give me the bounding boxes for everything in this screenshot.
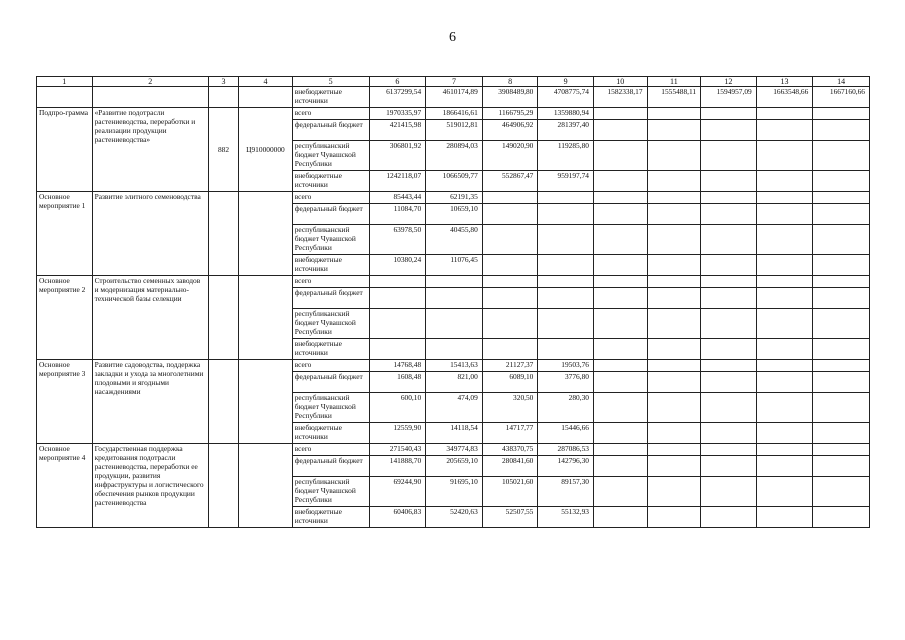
amount-cell	[756, 120, 813, 141]
funding-source-cell: внебюджетные источники	[292, 171, 369, 192]
amount-cell: 89157,30	[538, 477, 594, 507]
page-number: 6	[449, 30, 456, 45]
amount-cell: 19503,76	[538, 360, 594, 372]
amount-cell	[756, 360, 813, 372]
amount-cell	[593, 225, 647, 255]
amount-cell: 1663548,66	[756, 87, 813, 108]
amount-cell	[701, 225, 757, 255]
amount-cell	[593, 276, 647, 288]
amount-cell	[813, 276, 870, 288]
executor-code-cell	[208, 444, 238, 528]
amount-cell	[647, 192, 701, 204]
executor-code-cell	[208, 87, 238, 108]
column-header-8: 8	[482, 77, 538, 87]
table-row	[37, 444, 870, 456]
amount-cell: 600,10	[369, 393, 426, 423]
column-header-2: 2	[92, 77, 208, 87]
table-row	[37, 108, 870, 120]
amount-cell	[756, 309, 813, 339]
amount-cell	[482, 309, 538, 339]
amount-cell	[701, 255, 757, 276]
amount-cell: 10380,24	[369, 255, 426, 276]
amount-cell	[482, 288, 538, 309]
amount-cell	[482, 192, 538, 204]
amount-cell	[482, 255, 538, 276]
amount-cell	[369, 339, 426, 360]
amount-cell	[482, 339, 538, 360]
amount-cell	[813, 288, 870, 309]
amount-cell	[647, 339, 701, 360]
amount-cell: 142796,30	[538, 456, 594, 477]
amount-cell	[756, 276, 813, 288]
amount-cell: 821,00	[426, 372, 483, 393]
column-header-9: 9	[538, 77, 594, 87]
amount-cell: 4708775,74	[538, 87, 594, 108]
column-header-3: 3	[208, 77, 238, 87]
amount-cell	[538, 309, 594, 339]
amount-cell	[647, 204, 701, 225]
amount-cell	[538, 225, 594, 255]
funding-source-cell: всего	[292, 276, 369, 288]
column-header-1: 1	[37, 77, 93, 87]
column-header-10: 10	[593, 77, 647, 87]
amount-cell: 63978,50	[369, 225, 426, 255]
column-header-11: 11	[647, 77, 701, 87]
amount-cell	[647, 477, 701, 507]
amount-cell	[756, 255, 813, 276]
column-header-4: 4	[239, 77, 293, 87]
amount-cell	[701, 192, 757, 204]
amount-cell: 519012,81	[426, 120, 483, 141]
amount-cell: 15446,66	[538, 423, 594, 444]
amount-cell	[482, 225, 538, 255]
executor-code-cell	[208, 360, 238, 444]
amount-cell	[647, 288, 701, 309]
amount-cell: 271540,43	[369, 444, 426, 456]
activity-name-cell: Государственная поддержка кредитования подотрасли растениеводства, переработки ее продукции, развития инфраструктуры и логистического обеспечения рынков продукции растениеводства	[92, 444, 208, 528]
activity-name-cell: Развитие элитного семеноводства	[92, 192, 208, 276]
column-header-6: 6	[369, 77, 426, 87]
column-header-7: 7	[426, 77, 483, 87]
amount-cell: 6089,10	[482, 372, 538, 393]
amount-cell: 149020,90	[482, 141, 538, 171]
amount-cell: 280841,60	[482, 456, 538, 477]
amount-cell	[593, 309, 647, 339]
amount-cell	[701, 276, 757, 288]
activity-name-cell	[92, 87, 208, 108]
amount-cell	[593, 423, 647, 444]
amount-cell	[426, 288, 483, 309]
amount-cell	[813, 204, 870, 225]
amount-cell: 349774,83	[426, 444, 483, 456]
amount-cell: 11076,45	[426, 255, 483, 276]
amount-cell: 52507,55	[482, 507, 538, 528]
amount-cell: 141888,70	[369, 456, 426, 477]
amount-cell	[756, 192, 813, 204]
executor-code-cell: 882	[208, 108, 238, 192]
amount-cell	[813, 477, 870, 507]
amount-cell	[593, 171, 647, 192]
amount-cell	[813, 141, 870, 171]
amount-cell	[701, 171, 757, 192]
amount-cell: 474,09	[426, 393, 483, 423]
amount-cell	[756, 477, 813, 507]
amount-cell	[369, 288, 426, 309]
amount-cell: 464906,92	[482, 120, 538, 141]
funding-source-cell: внебюджетные источники	[292, 507, 369, 528]
amount-cell	[701, 204, 757, 225]
amount-cell	[593, 204, 647, 225]
amount-cell: 1582338,17	[593, 87, 647, 108]
amount-cell	[482, 276, 538, 288]
amount-cell: 14717,77	[482, 423, 538, 444]
amount-cell	[756, 141, 813, 171]
amount-cell: 15413,63	[426, 360, 483, 372]
amount-cell: 3908489,80	[482, 87, 538, 108]
column-header-14: 14	[813, 77, 870, 87]
amount-cell: 280,30	[538, 393, 594, 423]
amount-cell	[701, 423, 757, 444]
amount-cell	[701, 141, 757, 171]
amount-cell: 55132,93	[538, 507, 594, 528]
amount-cell: 281397,40	[538, 120, 594, 141]
amount-cell	[647, 108, 701, 120]
activity-type-cell: Основное мероприятие 1	[37, 192, 93, 276]
amount-cell: 1594957,09	[701, 87, 757, 108]
amount-cell: 10659,10	[426, 204, 483, 225]
amount-cell: 14768,48	[369, 360, 426, 372]
amount-cell	[701, 339, 757, 360]
amount-cell	[813, 456, 870, 477]
amount-cell: 205659,10	[426, 456, 483, 477]
amount-cell	[701, 360, 757, 372]
amount-cell	[756, 372, 813, 393]
amount-cell	[593, 393, 647, 423]
amount-cell	[756, 423, 813, 444]
funding-source-cell: федеральный бюджет	[292, 372, 369, 393]
amount-cell: 306801,92	[369, 141, 426, 171]
amount-cell	[813, 225, 870, 255]
activity-type-cell: Подпро-грамма	[37, 108, 93, 192]
amount-cell: 1066509,77	[426, 171, 483, 192]
amount-cell	[813, 423, 870, 444]
funding-source-cell: федеральный бюджет	[292, 204, 369, 225]
activity-type-cell: Основное мероприятие 3	[37, 360, 93, 444]
amount-cell: 1166795,29	[482, 108, 538, 120]
amount-cell: 91695,10	[426, 477, 483, 507]
amount-cell	[538, 255, 594, 276]
amount-cell: 280894,03	[426, 141, 483, 171]
amount-cell	[813, 192, 870, 204]
activity-type-cell	[37, 87, 93, 108]
funding-source-cell: всего	[292, 360, 369, 372]
amount-cell	[813, 393, 870, 423]
amount-cell	[647, 171, 701, 192]
amount-cell	[426, 339, 483, 360]
amount-cell	[538, 204, 594, 225]
amount-cell	[813, 309, 870, 339]
amount-cell	[593, 507, 647, 528]
activity-name-cell: Развитие садоводства, поддержка закладки и ухода за многолетними плодовыми и ягодными насаждениями	[92, 360, 208, 444]
amount-cell	[756, 456, 813, 477]
column-header-5: 5	[292, 77, 369, 87]
amount-cell	[647, 423, 701, 444]
amount-cell: 1866416,61	[426, 108, 483, 120]
funding-source-cell: внебюджетные источники	[292, 339, 369, 360]
amount-cell	[813, 108, 870, 120]
amount-cell	[701, 372, 757, 393]
amount-cell	[756, 288, 813, 309]
amount-cell	[593, 141, 647, 171]
amount-cell	[593, 360, 647, 372]
amount-cell	[593, 339, 647, 360]
amount-cell: 1242118,07	[369, 171, 426, 192]
funding-source-cell: всего	[292, 192, 369, 204]
amount-cell	[701, 108, 757, 120]
amount-cell	[701, 120, 757, 141]
amount-cell: 85443,44	[369, 192, 426, 204]
funding-table	[36, 76, 870, 528]
amount-cell	[756, 507, 813, 528]
amount-cell	[482, 204, 538, 225]
amount-cell	[701, 444, 757, 456]
amount-cell	[426, 276, 483, 288]
amount-cell: 3776,80	[538, 372, 594, 393]
amount-cell	[593, 456, 647, 477]
funding-source-cell: республиканский бюджет Чувашской Республики	[292, 477, 369, 507]
amount-cell	[813, 444, 870, 456]
amount-cell	[756, 393, 813, 423]
amount-cell	[701, 477, 757, 507]
activity-type-cell: Основное мероприятие 2	[37, 276, 93, 360]
amount-cell: 1667160,66	[813, 87, 870, 108]
amount-cell	[647, 360, 701, 372]
amount-cell	[593, 255, 647, 276]
amount-cell	[701, 309, 757, 339]
header-row	[37, 77, 870, 87]
amount-cell	[813, 507, 870, 528]
table-row	[37, 87, 870, 108]
amount-cell: 959197,74	[538, 171, 594, 192]
table-row	[37, 360, 870, 372]
amount-cell	[593, 444, 647, 456]
amount-cell: 552867,47	[482, 171, 538, 192]
amount-cell: 1359880,94	[538, 108, 594, 120]
amount-cell	[593, 288, 647, 309]
amount-cell	[647, 141, 701, 171]
amount-cell	[538, 288, 594, 309]
amount-cell: 60406,83	[369, 507, 426, 528]
amount-cell	[813, 339, 870, 360]
amount-cell	[756, 225, 813, 255]
funding-source-cell: внебюджетные источники	[292, 423, 369, 444]
executor-code-cell	[208, 192, 238, 276]
activity-type-cell: Основное мероприятие 4	[37, 444, 93, 528]
amount-cell	[647, 120, 701, 141]
amount-cell	[593, 372, 647, 393]
amount-cell	[813, 120, 870, 141]
amount-cell	[813, 171, 870, 192]
activity-name-cell: Строительство семенных заводов и модернизация материально-технической базы селекции	[92, 276, 208, 360]
amount-cell	[647, 255, 701, 276]
amount-cell: 105021,60	[482, 477, 538, 507]
budget-code-cell	[239, 276, 293, 360]
amount-cell: 21127,37	[482, 360, 538, 372]
budget-code-cell: Ц910000000	[239, 108, 293, 192]
amount-cell	[538, 276, 594, 288]
funding-source-cell: федеральный бюджет	[292, 288, 369, 309]
funding-source-cell: республиканский бюджет Чувашской Республики	[292, 225, 369, 255]
amount-cell	[426, 309, 483, 339]
amount-cell: 1555488,11	[647, 87, 701, 108]
amount-cell: 1970335,97	[369, 108, 426, 120]
amount-cell: 12559,90	[369, 423, 426, 444]
amount-cell: 40455,80	[426, 225, 483, 255]
amount-cell	[593, 192, 647, 204]
amount-cell	[756, 108, 813, 120]
amount-cell	[647, 456, 701, 477]
amount-cell: 438370,75	[482, 444, 538, 456]
amount-cell	[813, 255, 870, 276]
amount-cell: 52420,63	[426, 507, 483, 528]
amount-cell	[756, 171, 813, 192]
amount-cell: 320,50	[482, 393, 538, 423]
funding-source-cell: всего	[292, 108, 369, 120]
budget-code-cell	[239, 192, 293, 276]
table-row	[37, 276, 870, 288]
amount-cell	[369, 309, 426, 339]
funding-source-cell: республиканский бюджет Чувашской Республики	[292, 393, 369, 423]
amount-cell	[647, 393, 701, 423]
amount-cell	[593, 120, 647, 141]
budget-code-cell	[239, 360, 293, 444]
amount-cell	[647, 225, 701, 255]
amount-cell	[701, 288, 757, 309]
amount-cell	[593, 477, 647, 507]
amount-cell	[701, 393, 757, 423]
amount-cell	[593, 108, 647, 120]
funding-source-cell: федеральный бюджет	[292, 120, 369, 141]
funding-source-cell: федеральный бюджет	[292, 456, 369, 477]
budget-code-cell	[239, 444, 293, 528]
table-body	[37, 87, 870, 528]
column-header-13: 13	[756, 77, 813, 87]
amount-cell	[701, 507, 757, 528]
amount-cell: 62191,35	[426, 192, 483, 204]
amount-cell	[701, 456, 757, 477]
amount-cell	[538, 192, 594, 204]
amount-cell	[813, 360, 870, 372]
amount-cell	[647, 444, 701, 456]
amount-cell	[756, 339, 813, 360]
amount-cell	[756, 204, 813, 225]
amount-cell	[647, 309, 701, 339]
amount-cell: 11084,70	[369, 204, 426, 225]
amount-cell	[647, 372, 701, 393]
funding-source-cell: республиканский бюджет Чувашской Республики	[292, 309, 369, 339]
amount-cell	[756, 444, 813, 456]
amount-cell	[369, 276, 426, 288]
funding-source-cell: республиканский бюджет Чувашской Республики	[292, 141, 369, 171]
amount-cell: 69244,90	[369, 477, 426, 507]
amount-cell: 421415,98	[369, 120, 426, 141]
amount-cell	[647, 276, 701, 288]
budget-code-cell	[239, 87, 293, 108]
funding-source-cell: внебюджетные источники	[292, 255, 369, 276]
column-header-12: 12	[701, 77, 757, 87]
funding-source-cell: внебюджетные источники	[292, 87, 369, 108]
executor-code-cell	[208, 276, 238, 360]
amount-cell: 1608,48	[369, 372, 426, 393]
funding-source-cell: всего	[292, 444, 369, 456]
amount-cell	[647, 507, 701, 528]
amount-cell: 6137299,54	[369, 87, 426, 108]
activity-name-cell: «Развитие подотрасли растениеводства, переработки и реализации продукции растениеводства»	[92, 108, 208, 192]
table-row	[37, 192, 870, 204]
amount-cell: 14118,54	[426, 423, 483, 444]
amount-cell	[538, 339, 594, 360]
amount-cell: 119285,80	[538, 141, 594, 171]
amount-cell: 287086,53	[538, 444, 594, 456]
amount-cell	[813, 372, 870, 393]
amount-cell: 4610174,89	[426, 87, 483, 108]
